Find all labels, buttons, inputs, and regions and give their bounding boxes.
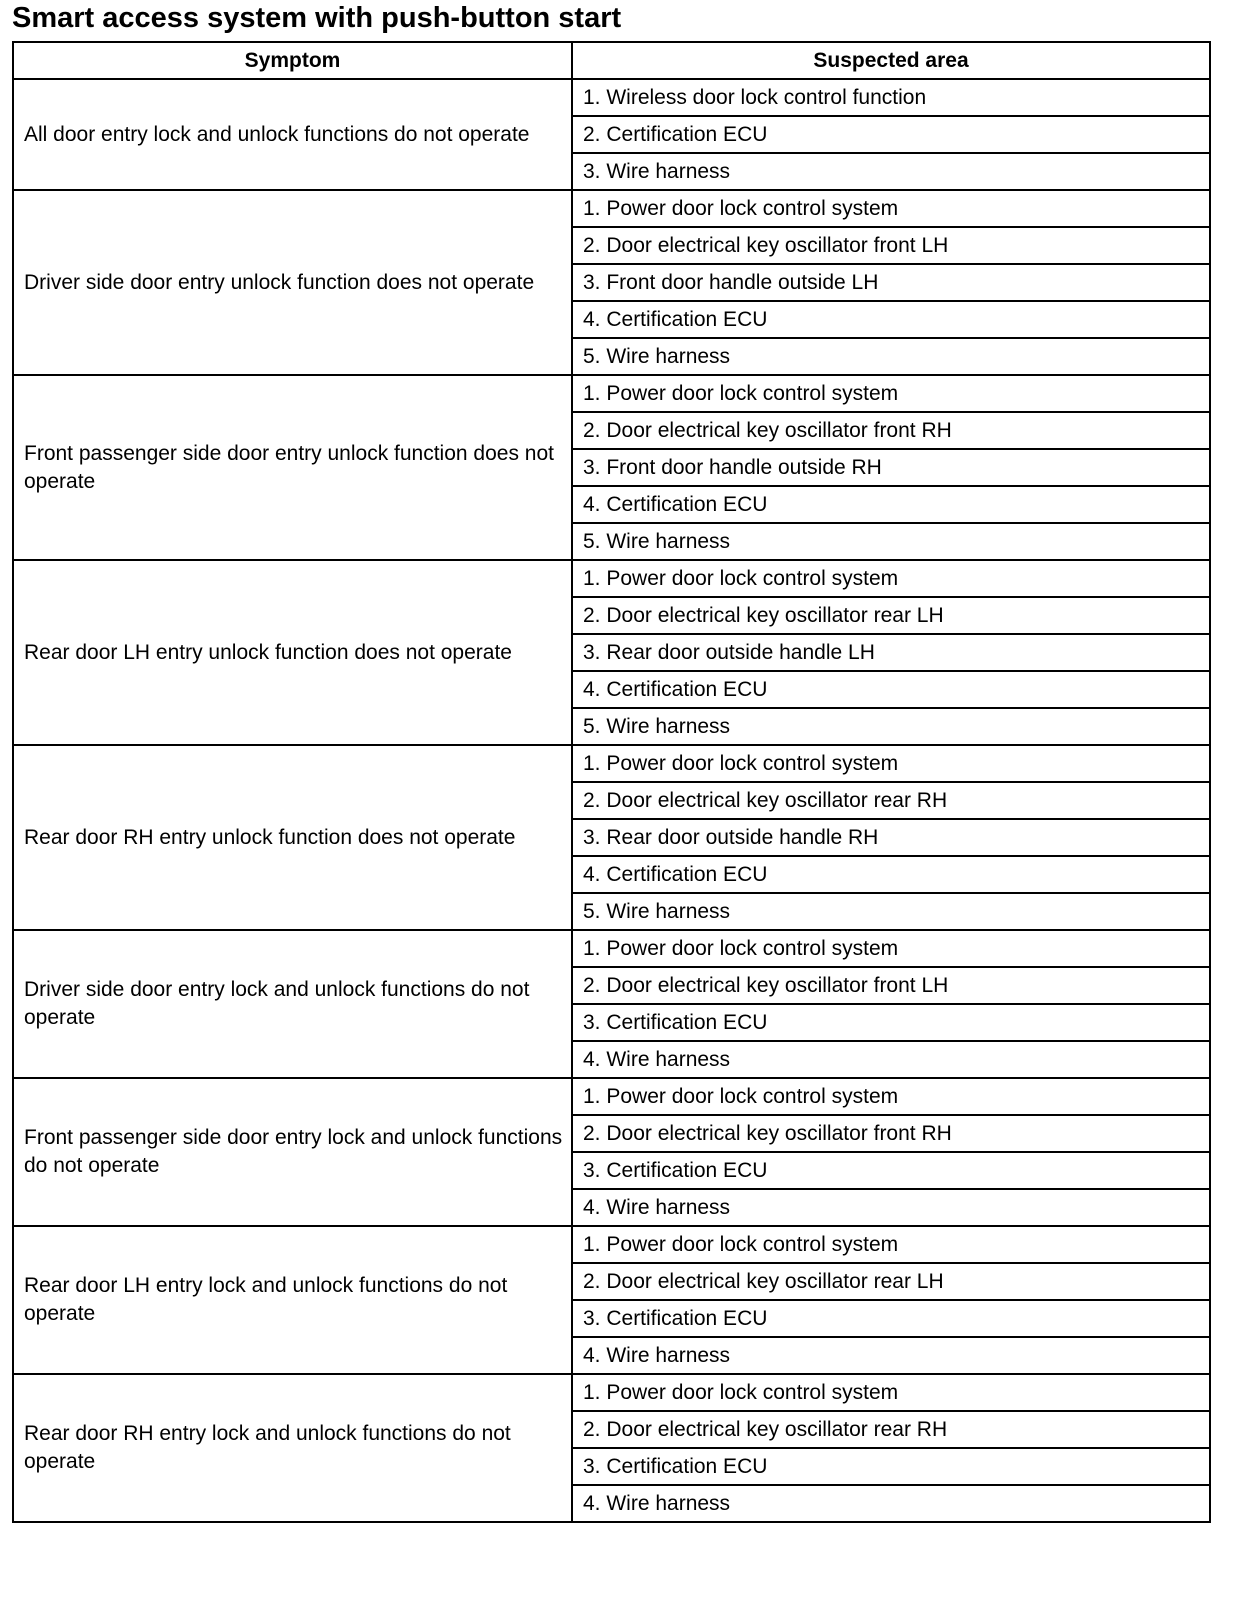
symptom-cell: Rear door LH entry lock and unlock functions do not operate: [13, 1226, 572, 1374]
suspected-area-cell: 4. Certification ECU: [572, 856, 1210, 893]
suspected-area-cell: 3. Front door handle outside LH: [572, 264, 1210, 301]
suspected-area-cell: 3. Certification ECU: [572, 1300, 1210, 1337]
table-row: [13, 1374, 1210, 1411]
suspected-area-cell: 3. Wire harness: [572, 153, 1210, 190]
suspected-area-cell: 1. Power door lock control system: [572, 375, 1210, 412]
suspected-area-cell: 2. Door electrical key oscillator rear LH: [572, 597, 1210, 634]
suspected-area-cell: 1. Power door lock control system: [572, 930, 1210, 967]
symptom-cell: Rear door LH entry unlock function does not operate: [13, 560, 572, 745]
table-row: [13, 745, 1210, 782]
suspected-area-cell: 2. Certification ECU: [572, 116, 1210, 153]
symptom-cell: All door entry lock and unlock functions do not operate: [13, 79, 572, 190]
symptom-cell: Rear door RH entry lock and unlock functions do not operate: [13, 1374, 572, 1522]
suspected-area-cell: 4. Certification ECU: [572, 671, 1210, 708]
table-row: [13, 1078, 1210, 1115]
suspected-area-cell: 4. Wire harness: [572, 1485, 1210, 1522]
suspected-area-cell: 3. Rear door outside handle RH: [572, 819, 1210, 856]
suspected-area-cell: 3. Front door handle outside RH: [572, 449, 1210, 486]
suspected-area-cell: 2. Door electrical key oscillator front RH: [572, 412, 1210, 449]
table-row: [13, 560, 1210, 597]
symptom-cell: Front passenger side door entry lock and unlock functions do not operate: [13, 1078, 572, 1226]
suspected-area-column-header: Suspected area: [572, 42, 1210, 79]
suspected-area-cell: 3. Certification ECU: [572, 1448, 1210, 1485]
suspected-area-cell: 5. Wire harness: [572, 893, 1210, 930]
symptom-column-header: Symptom: [13, 42, 572, 79]
table-header: [13, 42, 1210, 79]
suspected-area-cell: 2. Door electrical key oscillator front LH: [572, 967, 1210, 1004]
suspected-area-cell: 1. Power door lock control system: [572, 1078, 1210, 1115]
table-row: [13, 375, 1210, 412]
table-row: [13, 79, 1210, 116]
suspected-area-cell: 1. Power door lock control system: [572, 745, 1210, 782]
suspected-area-cell: 2. Door electrical key oscillator front LH: [572, 227, 1210, 264]
symptom-cell: Front passenger side door entry unlock function does not operate: [13, 375, 572, 560]
suspected-area-cell: 4. Wire harness: [572, 1337, 1210, 1374]
suspected-area-cell: 5. Wire harness: [572, 338, 1210, 375]
suspected-area-cell: 1. Power door lock control system: [572, 1226, 1210, 1263]
symptom-cell: Rear door RH entry unlock function does not operate: [13, 745, 572, 930]
symptom-cell: Driver side door entry unlock function does not operate: [13, 190, 572, 375]
suspected-area-cell: 3. Rear door outside handle LH: [572, 634, 1210, 671]
suspected-area-cell: 2. Door electrical key oscillator rear LH: [572, 1263, 1210, 1300]
header-row: [13, 42, 1210, 79]
suspected-area-cell: 1. Wireless door lock control function: [572, 79, 1210, 116]
table-row: [13, 190, 1210, 227]
suspected-area-cell: 1. Power door lock control system: [572, 1374, 1210, 1411]
suspected-area-cell: 5. Wire harness: [572, 708, 1210, 745]
table-row: [13, 930, 1210, 967]
suspected-area-cell: 3. Certification ECU: [572, 1004, 1210, 1041]
suspected-area-cell: 5. Wire harness: [572, 523, 1210, 560]
suspected-area-cell: 1. Power door lock control system: [572, 190, 1210, 227]
suspected-area-cell: 4. Wire harness: [572, 1041, 1210, 1078]
symptom-cell: Driver side door entry lock and unlock functions do not operate: [13, 930, 572, 1078]
table-body: [13, 79, 1210, 1522]
suspected-area-cell: 4. Wire harness: [572, 1189, 1210, 1226]
suspected-area-cell: 2. Door electrical key oscillator rear RH: [572, 1411, 1210, 1448]
suspected-area-cell: 2. Door electrical key oscillator front RH: [572, 1115, 1210, 1152]
suspected-area-cell: 4. Certification ECU: [572, 301, 1210, 338]
suspected-area-cell: 1. Power door lock control system: [572, 560, 1210, 597]
symptom-table: [12, 41, 1211, 1523]
page-title: Smart access system with push-button start: [12, 2, 622, 34]
table-row: [13, 1226, 1210, 1263]
suspected-area-cell: 2. Door electrical key oscillator rear RH: [572, 782, 1210, 819]
suspected-area-cell: 3. Certification ECU: [572, 1152, 1210, 1189]
suspected-area-cell: 4. Certification ECU: [572, 486, 1210, 523]
